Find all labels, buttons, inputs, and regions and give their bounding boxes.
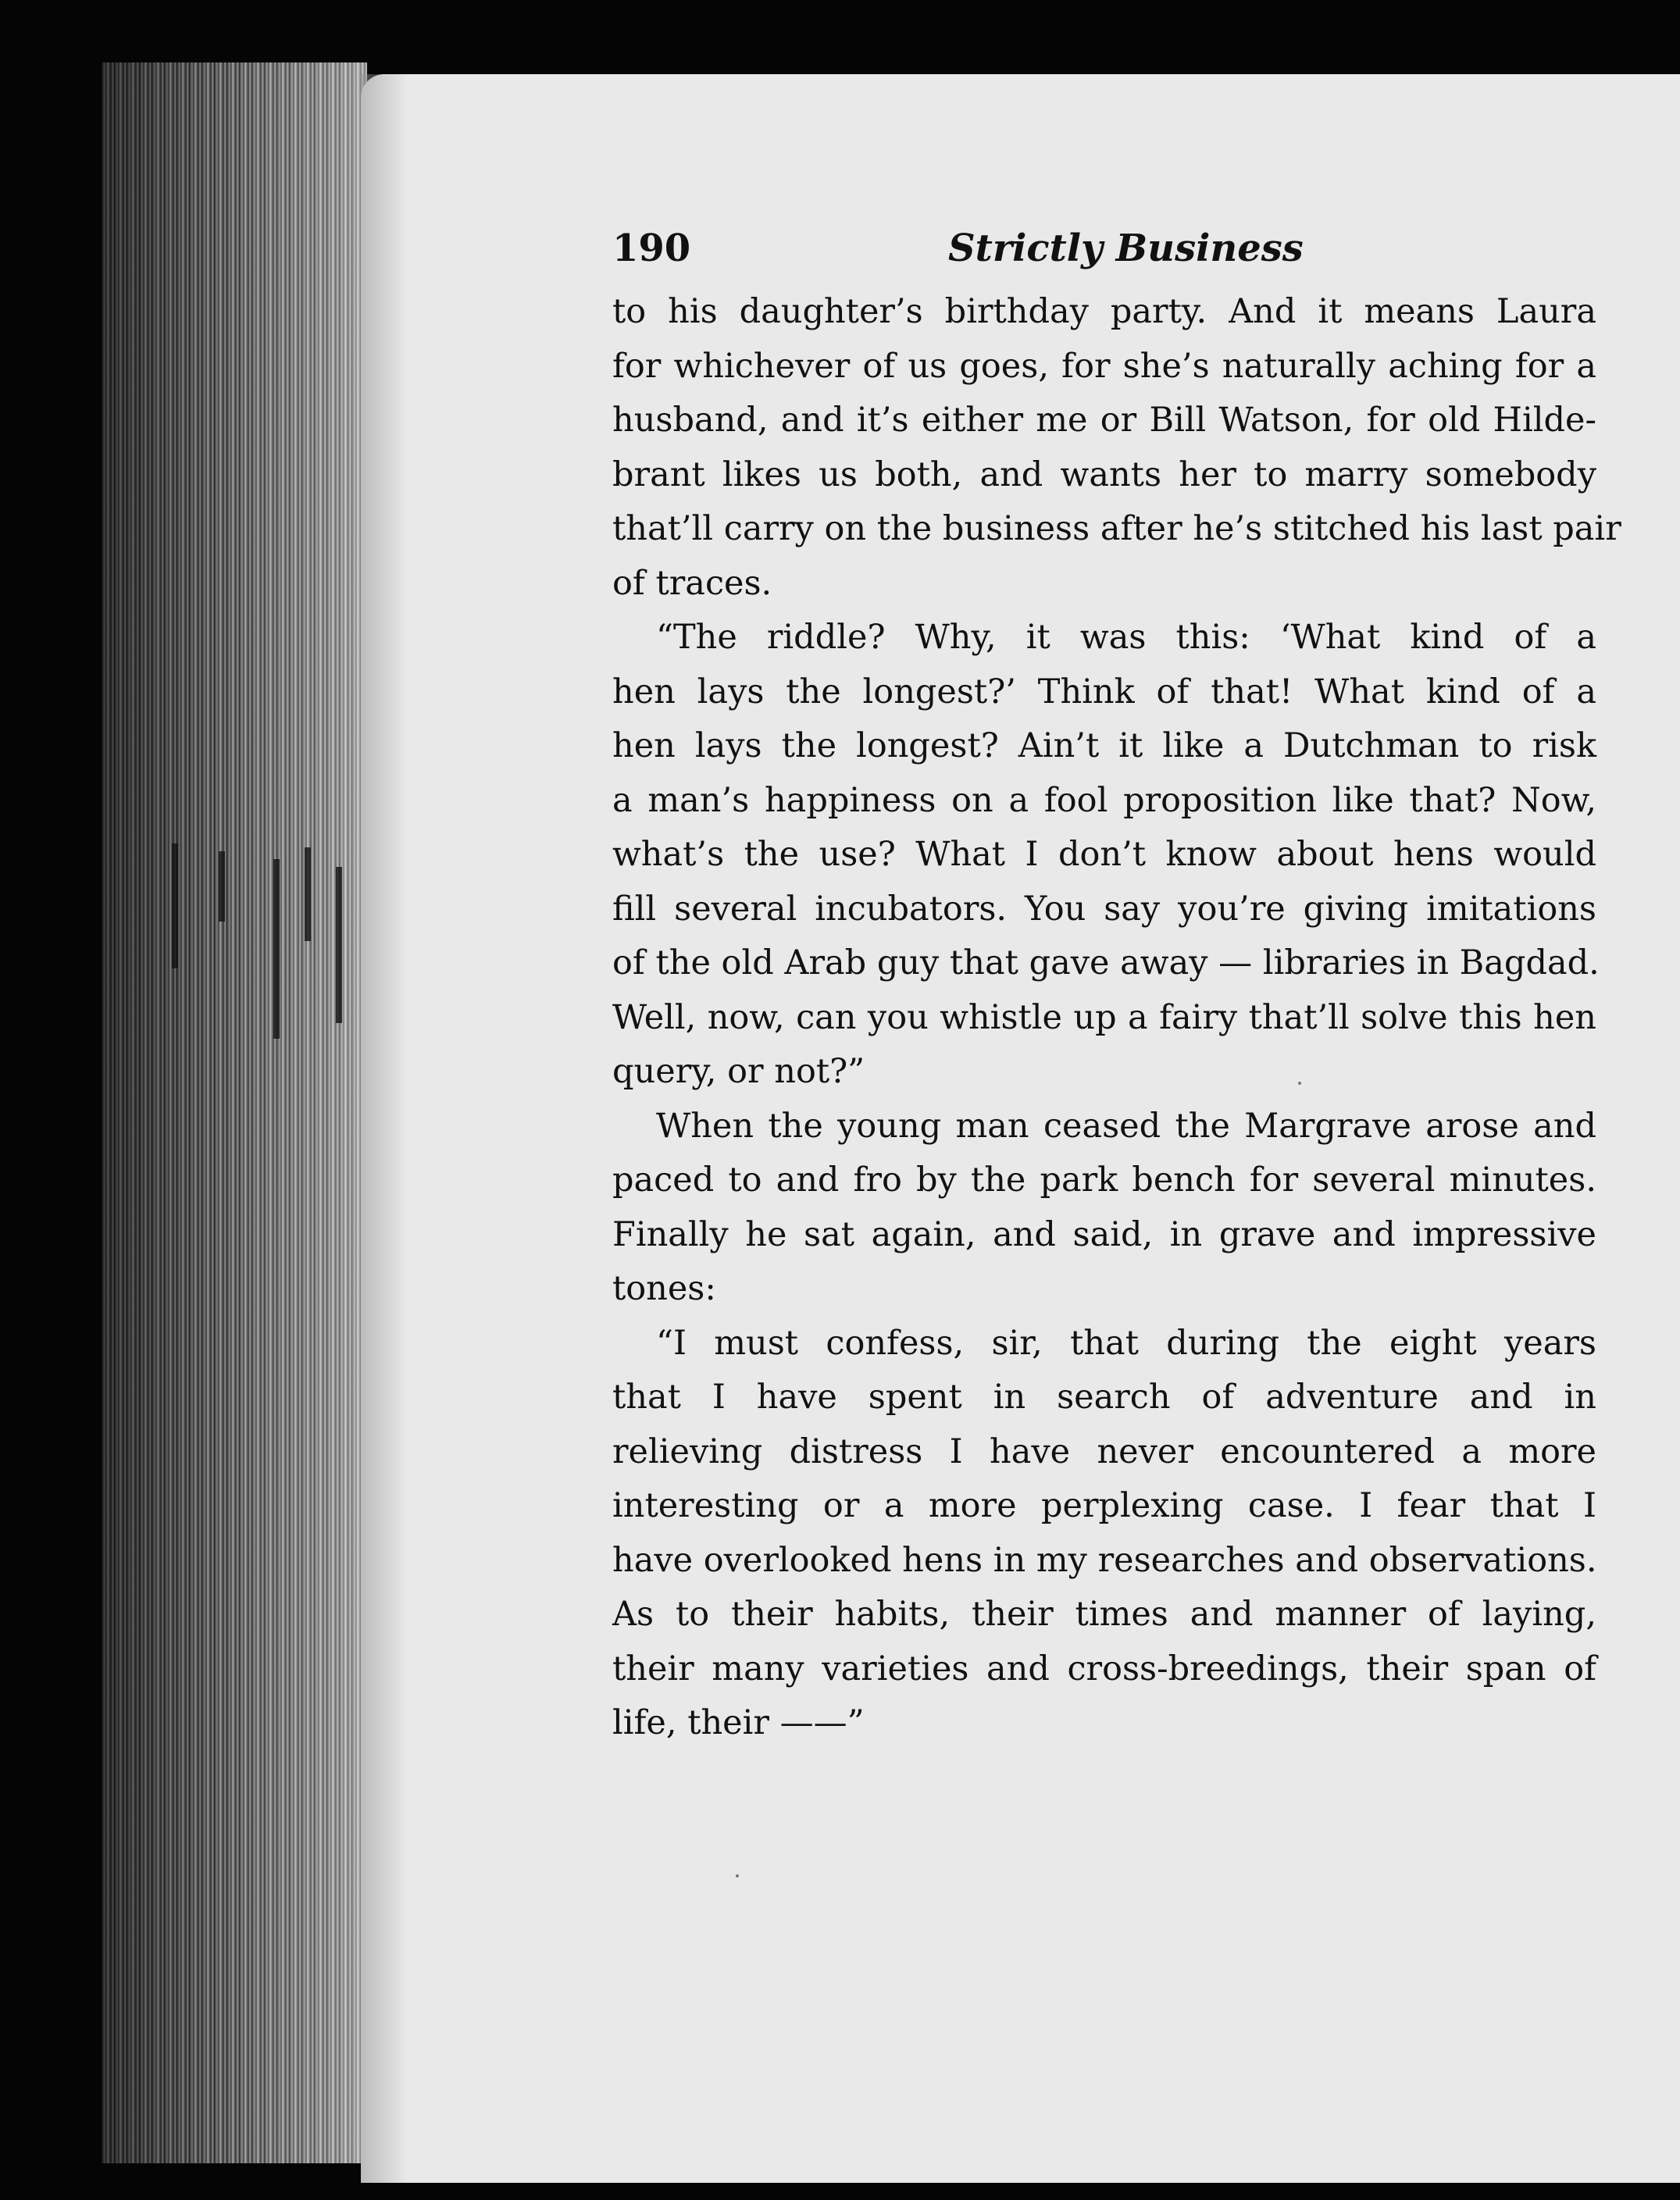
dust-speck <box>1298 1082 1301 1085</box>
running-title: Strictly Business <box>948 226 1304 270</box>
text-line: a man’s happiness on a fool proposition like that? Now, <box>612 780 1596 820</box>
text-line: query, or not?” <box>612 1052 865 1091</box>
text-line: “I must confess, sir, that during the eight years <box>656 1323 1596 1363</box>
text-line: relieving distress I have never encountered a more <box>612 1432 1596 1471</box>
text-line: hen lays the longest? Ain’t it like a Dutchman to risk <box>612 726 1596 765</box>
paragraph <box>612 285 1621 611</box>
text-line: Well, now, can you whistle up a fairy that’ll solve this hen <box>612 997 1596 1037</box>
text-line: hen lays the longest?’ Think of that! What kind of a <box>612 672 1596 711</box>
text-line: fill several incubators. You say you’re giving imitations <box>612 889 1596 929</box>
page-stack-edges <box>102 62 367 2163</box>
text-line: interesting or a more perplexing case. I fear that I <box>612 1486 1596 1525</box>
book-page <box>361 74 1680 2183</box>
text-line: for whichever of us goes, for she’s naturally aching for a <box>612 346 1596 386</box>
dust-speck <box>736 1874 739 1877</box>
text-line: brant likes us both, and wants her to marry somebody <box>612 455 1596 494</box>
text-line: what’s the use? What I don’t know about hens would <box>612 835 1596 874</box>
text-line: When the young man ceased the Margrave arose and <box>656 1106 1596 1146</box>
body-text <box>612 285 1621 1751</box>
page-edge-marks <box>102 843 359 1047</box>
page-number: 190 <box>612 226 691 270</box>
text-line: that’ll carry on the business after he’s stitched his last pair <box>612 509 1621 548</box>
text-line: Finally he sat again, and said, in grave and impressive <box>612 1214 1596 1254</box>
paragraph <box>612 1100 1596 1317</box>
page-header <box>612 226 1393 281</box>
text-line: “The riddle? Why, it was this: ‘What kind of a <box>656 618 1596 657</box>
text-line: that I have spent in search of adventure and in <box>612 1378 1596 1417</box>
text-line: tones: <box>612 1269 716 1308</box>
paragraph <box>612 1317 1596 1751</box>
text-line: of traces. <box>612 563 772 603</box>
paragraph <box>612 611 1600 1100</box>
text-line: As to their habits, their times and manner of laying, <box>612 1595 1596 1634</box>
text-line: have overlooked hens in my researches and observations. <box>612 1540 1597 1580</box>
text-line: husband, and it’s either me or Bill Watson, for old Hilde- <box>612 401 1596 440</box>
text-line: paced to and fro by the park bench for several minutes. <box>612 1161 1596 1200</box>
text-line: to his daughter’s birthday party. And it means Laura <box>612 292 1596 331</box>
text-line: of the old Arab guy that gave away — libraries in Bagdad. <box>612 943 1600 982</box>
text-line: life, their ——” <box>612 1703 865 1742</box>
text-line: their many varieties and cross-breedings, their span of <box>612 1649 1596 1688</box>
